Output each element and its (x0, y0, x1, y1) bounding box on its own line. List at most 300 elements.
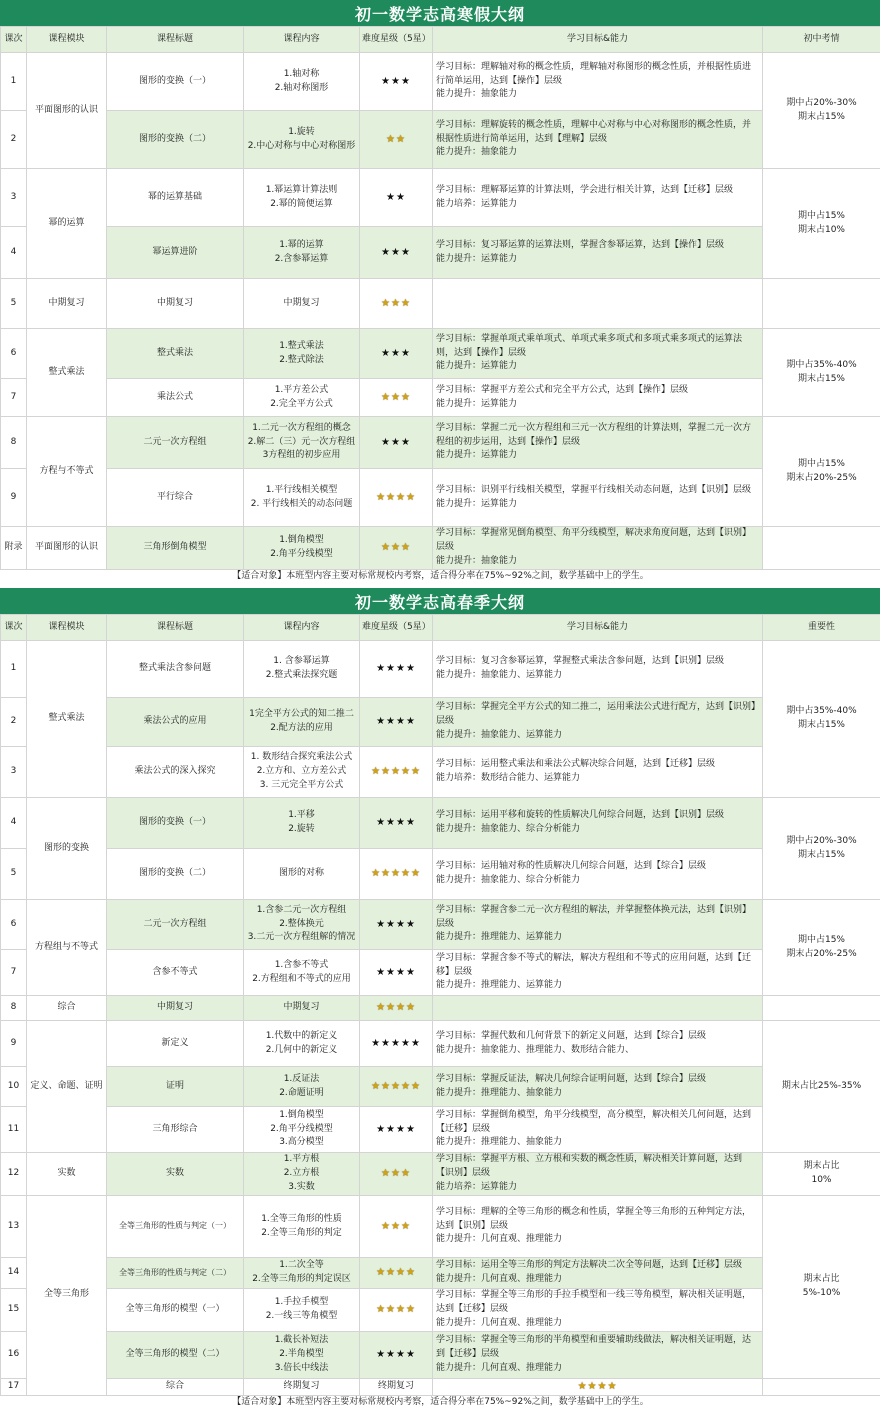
lesson-number: 4 (1, 227, 27, 279)
difficulty-stars (360, 1196, 433, 1258)
content-line: 1.截长补短法 (274, 1334, 329, 1345)
star-rating: ★★★ (381, 347, 411, 359)
star-rating: ★★★★ (376, 918, 416, 930)
content-line: 2.一线三等角模型 (265, 1310, 338, 1321)
goal-line: 学习目标：理解轴对称的概念性质，理解轴对称图形的概念性质，并根据性质进行简单运用，达到【操作】层级 (436, 61, 752, 86)
lesson-number: 3 (1, 747, 27, 798)
exam-line: 期末占比25%-35% (781, 1080, 862, 1091)
learning-goal (433, 900, 763, 950)
lesson-number: 10 (1, 1067, 27, 1107)
course-title: 图形的变换（二） (107, 849, 244, 900)
star-rating: ★★★★ (376, 1002, 416, 1014)
lesson-number: 3 (1, 169, 27, 227)
course-module: 综合 (27, 996, 107, 1021)
content-line: 1.二元一次方程组的概念 (252, 422, 351, 433)
learning-goal (433, 747, 763, 798)
difficulty-stars (360, 698, 433, 747)
star-rating: ★★★★ (376, 716, 416, 728)
content-line: 1完全平方公式的知二推二 (249, 709, 354, 720)
lesson-number: 9 (1, 469, 27, 527)
star-rating: ★★ (386, 191, 406, 203)
table-row (1, 329, 880, 379)
course-title: 二元一次方程组 (107, 900, 244, 950)
header-goal: 学习目标&能力 (433, 27, 763, 53)
course-title: 中期复习 (107, 996, 244, 1021)
lesson-number: 17 (1, 1378, 27, 1395)
table-row (1, 1021, 880, 1067)
difficulty-stars (360, 900, 433, 950)
star-rating: ★★★★ (376, 1303, 416, 1315)
content-line: 1.倒角模型 (279, 534, 324, 545)
content-line: 3.二元一次方程组解的情况 (247, 932, 356, 943)
difficulty-stars (360, 1331, 433, 1378)
exam-line: 期末占比 (803, 1161, 840, 1172)
difficulty-stars (360, 996, 433, 1021)
star-rating: ★★★ (381, 391, 411, 403)
exam-line: 5%-10% (802, 1287, 841, 1298)
goal-line: 学习目标：掌握二元一次方程组和三元一次方程组的计算法则，掌握二元一次方程组的初步运用，达到【操作】层级 (436, 422, 752, 447)
table-row (1, 379, 880, 417)
learning-goal (433, 641, 763, 698)
goal-line: 学习目标：掌握反证法，解决几何综合证明问题，达到【综合】层级 (436, 1073, 707, 1084)
table-row (1, 698, 880, 747)
course-module: 幂的运算 (27, 169, 107, 279)
difficulty-stars (360, 1289, 433, 1332)
goal-line: 学习目标：理解幂运算的计算法则，学会进行相关计算，达到【迁移】层级 (436, 184, 734, 195)
star-rating: ★★ (386, 133, 406, 145)
course-content (244, 1153, 360, 1196)
goal-line: 学习目标：掌握完全平方公式的知二推二，运用乘法公式进行配方，达到【识别】层级 (436, 702, 756, 727)
content-line: 2.旋转 (288, 824, 315, 834)
goal-line: 能力提升：抽象能力、运算能力 (436, 729, 563, 740)
star-rating: ★★★★ (376, 1348, 416, 1360)
learning-goal (433, 1021, 763, 1067)
content-line: 2.整式乘法探究题 (265, 670, 338, 680)
star-rating: ★★★★ (376, 1123, 416, 1135)
course-content (244, 227, 360, 279)
header-content: 课程内容 (244, 615, 360, 641)
exam-line: 期末占15% (797, 373, 845, 384)
difficulty-stars (360, 1067, 433, 1107)
learning-goal (433, 798, 763, 849)
winter-outline-sheet (0, 0, 880, 581)
exam-line: 期末占20%-25% (786, 948, 857, 959)
exam-share (763, 279, 880, 329)
course-title: 整式乘法含参问题 (107, 641, 244, 698)
table-row (1, 996, 880, 1021)
star-rating: ★★★ (381, 1220, 411, 1232)
lesson-number: 8 (1, 996, 27, 1021)
star-rating: ★★★ (381, 297, 411, 309)
course-content (244, 641, 360, 698)
content-line: 2.轴对称图形 (274, 82, 329, 93)
lesson-number: 2 (1, 698, 27, 747)
learning-goal (433, 1153, 763, 1196)
lesson-number: 6 (1, 329, 27, 379)
content-line: 1.旋转 (288, 126, 315, 137)
exam-line: 10% (811, 1175, 832, 1185)
goal-line: 能力培养：运算能力 (436, 198, 518, 209)
content-line: 2.全等三角形的判定误区 (252, 1274, 351, 1284)
goal-line: 能力提升：抽象能力、综合分析能力 (436, 875, 581, 885)
learning-goal (433, 111, 763, 169)
course-title: 全等三角形的模型（二） (107, 1331, 244, 1378)
star-rating: ★★★★★ (371, 766, 421, 778)
goal-line: 能力提升：运算能力 (436, 398, 518, 409)
exam-share (763, 900, 880, 996)
exam-line: 期中占15% (797, 458, 845, 469)
content-line: 2.方程组和不等式的应用 (252, 973, 351, 984)
learning-goal (433, 53, 763, 111)
difficulty-stars (360, 849, 433, 900)
course-content (244, 1067, 360, 1107)
lesson-number: 9 (1, 1021, 27, 1067)
goal-line: 能力提升：抽象能力、运算能力 (436, 670, 563, 680)
goal-line: 能力提升：推理能力、抽象能力 (436, 1087, 563, 1098)
learning-goal (433, 169, 763, 227)
header-lesson: 课次 (1, 615, 27, 641)
difficulty-stars (360, 469, 433, 527)
goal-line: 学习目标：掌握代数和几何背景下的新定义问题，达到【综合】层级 (436, 1030, 707, 1041)
course-module: 平面图形的认识 (27, 527, 107, 570)
difficulty-stars (360, 1021, 433, 1067)
goal-line: 学习目标：掌握倒角模型，角平分线模型，高分模型，解决相关几何问题，达到【迁移】层级 (436, 1109, 752, 1134)
course-title: 乘法公式的深入探究 (107, 747, 244, 798)
target-audience-note: 【适合对象】本班型内容主要对标常规校内考察，适合得分率在75%~92%之间，数学基础中上的学生。 (1, 569, 880, 583)
content-line: 2.整体换元 (279, 918, 324, 929)
table-row (1, 417, 880, 469)
course-title: 幂的运算基础 (107, 169, 244, 227)
learning-goal (433, 1331, 763, 1378)
goal-line: 能力提升：抽象能力 (436, 147, 518, 158)
course-content (244, 1331, 360, 1378)
header-goal: 学习目标&能力 (433, 615, 763, 641)
goal-line: 能力提升：几何直观、推理能力 (436, 1362, 563, 1373)
learning-goal (433, 227, 763, 279)
goal-line: 学习目标：理解的全等三角形的概念和性质，掌握全等三角形的五种判定方法，达到【识别】层级 (436, 1206, 752, 1231)
star-rating: ★★★★ (376, 1267, 416, 1279)
content-line: 1.平方根 (283, 1154, 320, 1165)
spring-table (0, 614, 880, 1410)
exam-share (763, 1153, 880, 1196)
goal-line: 能力提升：运算能力 (436, 361, 518, 372)
difficulty-stars (360, 169, 433, 227)
star-rating: ★★★ (381, 541, 411, 553)
content-line: 3.倍长中线法 (274, 1362, 329, 1373)
exam-share (763, 169, 880, 279)
course-title: 全等三角形的模型（一） (107, 1289, 244, 1332)
learning-goal (433, 950, 763, 996)
goal-line: 能力提升：抽象能力、综合分析能力 (436, 824, 581, 834)
star-rating: ★★★★ (376, 663, 416, 675)
target-audience-note: 【适合对象】本班型内容主要对标常规校内考察，适合得分率在75%~92%之间，数学基础中上的学生。 (1, 1395, 880, 1409)
header-exam: 初中考情 (763, 27, 880, 53)
header-title: 课程标题 (107, 615, 244, 641)
learning-goal (433, 996, 763, 1021)
spring-title: 初一数学志高春季大纲 (0, 588, 880, 614)
course-content (244, 849, 360, 900)
star-rating: ★★★ (381, 246, 411, 258)
note-row (1, 1395, 880, 1409)
star-rating: ★★★★ (577, 1380, 618, 1392)
table-row (1, 1331, 880, 1378)
exam-share (763, 417, 880, 527)
content-line: 2.解二（三）元一次方程组 (247, 436, 356, 447)
lesson-number: 5 (1, 279, 27, 329)
table-row (1, 1107, 880, 1153)
learning-goal (433, 1067, 763, 1107)
learning-goal (433, 849, 763, 900)
content-line: 1.平行线相关模型 (265, 484, 338, 495)
header-difficulty: 难度星级（5星） (360, 27, 433, 53)
content-line: 图形的对称 (278, 868, 324, 879)
table-row (1, 798, 880, 849)
table-row (1, 1258, 880, 1289)
header-lesson: 课次 (1, 27, 27, 53)
course-title: 平行综合 (107, 469, 244, 527)
goal-line: 学习目标：掌握含参二元一次方程组的解法，并掌握整体换元法，达到【识别】层级 (436, 904, 752, 929)
table-row (1, 849, 880, 900)
star-rating: ★★★ (381, 75, 411, 87)
lesson-number: 5 (1, 849, 27, 900)
difficulty-stars (360, 53, 433, 111)
goal-line: 学习目标：掌握单项式乘单项式、单项式乘多项式和多项式乘多项式的运算法则，达到【操作】层级 (436, 333, 743, 358)
table-row (1, 1378, 880, 1395)
table-row (1, 950, 880, 996)
course-content (244, 798, 360, 849)
course-content (244, 527, 360, 570)
table-row (1, 279, 880, 329)
goal-line: 能力提升：几何直观、推理能力 (436, 1274, 563, 1284)
learning-goal (433, 379, 763, 417)
goal-line: 学习目标：运用轴对称的性质解决几何综合问题，达到【综合】层级 (436, 861, 707, 872)
course-module: 图形的变换 (27, 798, 107, 900)
course-module: 中期复习 (27, 279, 107, 329)
goal-line: 能力提升：几何直观、推理能力 (436, 1234, 563, 1245)
course-title: 图形的变换（一） (107, 798, 244, 849)
goal-line: 学习目标：掌握平方差公式和完全平方公式，达到【操作】层级 (436, 384, 689, 395)
content-line: 1.二次全等 (279, 1260, 324, 1271)
table-row (1, 641, 880, 698)
table-row (1, 1196, 880, 1258)
exam-line: 期末占15% (797, 720, 845, 730)
goal-line: 能力提升：运算能力 (436, 253, 518, 264)
table-row (1, 1067, 880, 1107)
difficulty-stars (360, 1107, 433, 1153)
course-content (244, 379, 360, 417)
exam-share (763, 53, 880, 169)
course-module: 实数 (27, 1153, 107, 1196)
difficulty-stars (360, 379, 433, 417)
content-line: 中期复习 (283, 1002, 320, 1013)
lesson-number: 7 (1, 379, 27, 417)
table-row (1, 1153, 880, 1196)
winter-title: 初一数学志高寒假大纲 (0, 0, 880, 26)
content-line: 2.半角模型 (279, 1348, 324, 1359)
exam-line: 期末占20%-25% (786, 472, 857, 483)
header-difficulty: 难度星级（5星） (360, 615, 433, 641)
course-title: 中期复习 (107, 279, 244, 329)
difficulty-stars (433, 1378, 763, 1395)
course-module: 综合 (107, 1378, 244, 1395)
star-rating: ★★★★ (376, 817, 416, 829)
exam-line: 期中占15% (797, 210, 845, 221)
difficulty-stars (360, 641, 433, 698)
lesson-number: 6 (1, 900, 27, 950)
header-content: 课程内容 (244, 27, 360, 53)
goal-line: 学习目标：复习含参幂运算，掌握整式乘法含参问题，达到【识别】层级 (436, 656, 725, 667)
goal-line: 学习目标：掌握全等三角形的手拉手模型和一线三等角模型，解决相关证明题，达到【迁移】层级 (436, 1290, 752, 1314)
goal-line: 学习目标：运用平移和旋转的性质解决几何综合问题，达到【识别】层级 (436, 810, 725, 821)
course-title: 幂运算进阶 (107, 227, 244, 279)
content-line: 1.平方差公式 (274, 384, 329, 395)
table-row (1, 747, 880, 798)
content-line: 1.代数中的新定义 (265, 1030, 338, 1041)
content-line: 终期复习 (377, 1380, 414, 1391)
lesson-number: 4 (1, 798, 27, 849)
exam-share (763, 798, 880, 900)
lesson-number: 13 (1, 1196, 27, 1258)
course-title: 三角形综合 (107, 1107, 244, 1153)
content-line: 2.立方和、立方差公式 (256, 766, 347, 777)
course-content (244, 111, 360, 169)
lesson-number: 12 (1, 1153, 27, 1196)
course-content (244, 1107, 360, 1153)
goal-line: 能力提升：抽象能力 (436, 555, 518, 566)
goal-line: 学习目标：掌握常见倒角模型、角平分线模型，解决求角度问题，达到【识别】层级 (436, 528, 752, 552)
goal-line: 学习目标：识别平行线相关模型，掌握平行线相关动态问题，达到【识别】层级 (436, 484, 752, 495)
header-module: 课程模块 (27, 615, 107, 641)
goal-line: 学习目标：运用整式乘法和乘法公式解决综合问题，达到【迁移】层级 (436, 759, 716, 770)
content-line: 2.完全平方公式 (270, 398, 333, 409)
course-title: 终期复习 (244, 1378, 360, 1395)
header-module: 课程模块 (27, 27, 107, 53)
lesson-number: 1 (1, 53, 27, 111)
content-line: 1.幂的运算 (279, 239, 324, 250)
content-line: 2.含参幂运算 (274, 253, 329, 264)
header-title: 课程标题 (107, 27, 244, 53)
goal-line: 学习目标：运用全等三角形的判定方法解决二次全等问题，达到【迁移】层级 (436, 1260, 743, 1271)
lesson-number: 8 (1, 417, 27, 469)
content-line: 2.几何中的新定义 (265, 1044, 338, 1055)
lesson-number: 14 (1, 1258, 27, 1289)
table-row (1, 527, 880, 570)
lesson-number: 7 (1, 950, 27, 996)
learning-goal (433, 1107, 763, 1153)
difficulty-stars (360, 329, 433, 379)
exam-line: 期末占10% (797, 224, 845, 235)
content-line: 3.高分模型 (279, 1137, 324, 1148)
table-row (1, 1289, 880, 1332)
exam-share (763, 1196, 880, 1379)
exam-line: 期中占35%-40% (786, 359, 857, 370)
star-rating: ★★★ (381, 436, 411, 448)
learning-goal (433, 417, 763, 469)
course-content (244, 329, 360, 379)
learning-goal (433, 1196, 763, 1258)
exam-share (763, 1021, 880, 1153)
content-line: 1.含参二元一次方程组 (256, 904, 347, 915)
exam-line: 期末占15% (797, 849, 845, 860)
star-rating: ★★★★★ (371, 1080, 421, 1092)
star-rating: ★★★★ (376, 491, 416, 503)
goal-line: 能力提升：推理能力、运算能力 (436, 980, 563, 991)
learning-goal (433, 698, 763, 747)
table-row (1, 227, 880, 279)
content-line: 1.反证法 (283, 1073, 320, 1084)
difficulty-stars (360, 417, 433, 469)
exam-share (763, 329, 880, 417)
table-row (1, 111, 880, 169)
exam-line: 期末占比 (803, 1273, 840, 1284)
content-line: 1.轴对称 (283, 68, 320, 79)
exam-line: 期中占35%-40% (786, 706, 857, 717)
lesson-number: 2 (1, 111, 27, 169)
course-content (244, 747, 360, 798)
content-line: 1.手拉手模型 (274, 1296, 329, 1307)
course-title: 全等三角形的性质与判定（一） (107, 1196, 244, 1258)
content-line: 2.配方法的应用 (270, 723, 333, 733)
course-content (360, 1378, 433, 1395)
content-line: 中期复习 (283, 297, 320, 308)
course-content (244, 469, 360, 527)
exam-line: 期中占15% (797, 934, 845, 945)
spring-outline-sheet (0, 588, 880, 1411)
learning-goal (433, 329, 763, 379)
table-row (1, 469, 880, 527)
star-rating: ★★★ (381, 1168, 411, 1180)
note-row (1, 569, 880, 583)
course-content (244, 279, 360, 329)
content-line: 1.倒角模型 (279, 1109, 324, 1120)
lesson-number: 16 (1, 1331, 27, 1378)
course-content (244, 417, 360, 469)
course-title: 图形的变换（一） (107, 53, 244, 111)
content-line: 2.全等三角形的判定 (261, 1227, 342, 1238)
content-line: 1. 数形结合探究乘法公式 (250, 752, 353, 763)
difficulty-stars (360, 798, 433, 849)
difficulty-stars (360, 527, 433, 570)
goal-line: 能力提升：抽象能力、推理能力、数形结合能力、 (436, 1044, 635, 1055)
course-module: 整式乘法 (27, 641, 107, 798)
course-title: 含参不等式 (107, 950, 244, 996)
goal-line: 学习目标：复习幂运算的运算法则，掌握含参幂运算，达到【操作】层级 (436, 239, 725, 250)
star-rating: ★★★★★ (371, 1037, 421, 1049)
course-title: 整式乘法 (107, 329, 244, 379)
course-module: 方程组与不等式 (27, 900, 107, 996)
course-title: 二元一次方程组 (107, 417, 244, 469)
learning-goal (433, 469, 763, 527)
course-content (244, 1258, 360, 1289)
difficulty-stars (360, 747, 433, 798)
learning-goal (433, 1258, 763, 1289)
course-module: 整式乘法 (27, 329, 107, 417)
course-content (244, 1196, 360, 1258)
lesson-number: 11 (1, 1107, 27, 1153)
difficulty-stars (360, 950, 433, 996)
table-row (1, 53, 880, 111)
exam-share (763, 641, 880, 798)
lesson-number: 1 (1, 641, 27, 698)
course-module: 全等三角形 (27, 1196, 107, 1396)
goal-line: 学习目标：理解旋转的概念性质，理解中心对称与中心对称图形的概念性质，并根据性质进行简单运用，达到【理解】层级 (436, 119, 752, 144)
course-title: 证明 (107, 1067, 244, 1107)
goal-line: 能力培养：运算能力 (436, 1181, 518, 1192)
goal-line: 能力培养：数形结合能力、运算能力 (436, 773, 581, 783)
content-line: 3.实数 (288, 1181, 315, 1192)
course-content (244, 53, 360, 111)
goal-line: 能力提升：推理能力、抽象能力 (436, 1137, 563, 1148)
